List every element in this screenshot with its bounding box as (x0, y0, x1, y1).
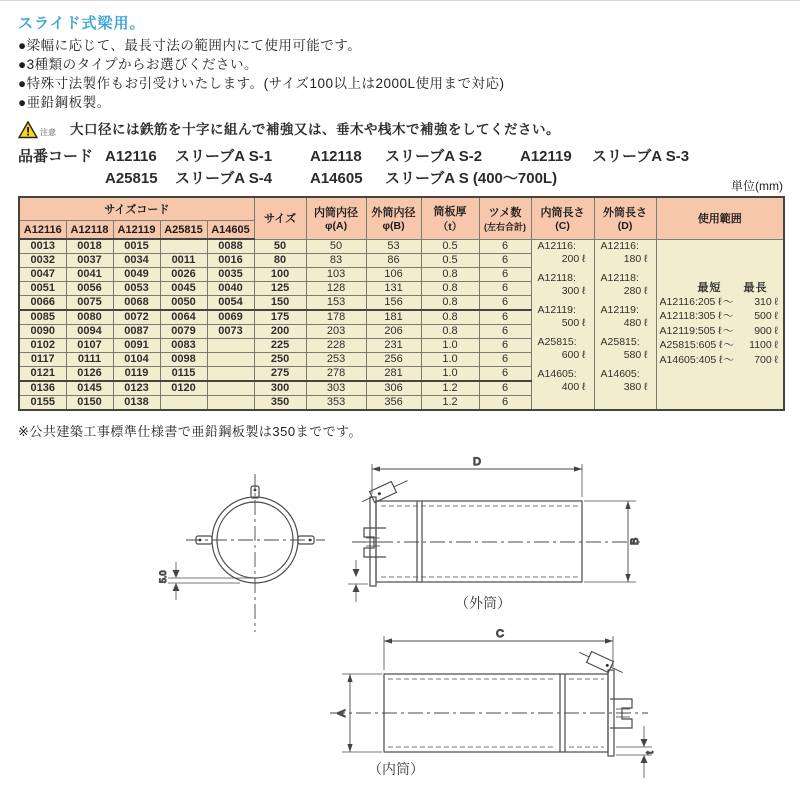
size-cell: 125 (254, 282, 306, 296)
part-code: A25815 (105, 170, 158, 187)
inner-tube-label: （内筒） (368, 761, 424, 777)
size-cell: 275 (254, 367, 306, 382)
part-code-block (18, 146, 689, 190)
part-code: A14605 (310, 170, 363, 187)
col-header-code: A25815 (160, 221, 207, 240)
size-code-cell: 0126 (66, 367, 113, 382)
caution-text: 大口径には鉄筋を十字に組んで補強又は、垂木や桟木で補強をしてください。 (70, 122, 560, 137)
size-code-cell: 0104 (113, 353, 160, 367)
col-header-thickness: 筒板厚 （t） (421, 197, 479, 239)
col-header-outer-dia: 外筒内径 φ(B) (366, 197, 421, 239)
size-code-cell: 0080 (66, 310, 113, 325)
size-code-cell: 0034 (113, 254, 160, 268)
inner-tube-view (330, 628, 656, 778)
size-cell: 100 (254, 268, 306, 282)
tab-count-cell: 6 (479, 339, 531, 353)
size-code-cell: 0123 (113, 381, 160, 396)
inner-length-cell: A12116: 200 ℓ A12118: 300 ℓ A12119: 500 ℓ A25815: 600 ℓ A14605: 400 ℓ (531, 239, 594, 410)
size-code-cell: 0075 (66, 296, 113, 311)
caution-note (18, 118, 560, 139)
size-code-cell: 0050 (160, 296, 207, 311)
size-code-cell: 0015 (113, 239, 160, 254)
spec-table (18, 196, 785, 411)
size-cell: 200 (254, 325, 306, 339)
tab-count-cell: 6 (479, 239, 531, 254)
size-code-cell: 0069 (207, 310, 254, 325)
size-cell: 50 (254, 239, 306, 254)
size-code-cell: 0066 (19, 296, 66, 311)
size-code-cell: 0032 (19, 254, 66, 268)
outer-dia-cell: 281 (366, 367, 421, 382)
tab-count-cell: 6 (479, 310, 531, 325)
size-code-cell (207, 381, 254, 396)
tab-count-cell: 6 (479, 381, 531, 396)
thickness-cell: 0.8 (421, 310, 479, 325)
tab-count-cell: 6 (479, 325, 531, 339)
tab-count-cell: 6 (479, 396, 531, 411)
tab-count-cell: 6 (479, 296, 531, 311)
size-code-cell: 0035 (207, 268, 254, 282)
tab-count-cell: 6 (479, 268, 531, 282)
dim-a-label: A (336, 709, 348, 717)
size-code-cell: 0049 (113, 268, 160, 282)
outer-dia-cell: 356 (366, 396, 421, 411)
thickness-cell: 0.8 (421, 325, 479, 339)
gap-dimension-label: 5.0 (158, 570, 168, 583)
part-code: A12118 (310, 148, 362, 165)
size-code-cell: 0051 (19, 282, 66, 296)
size-code-cell: 0115 (160, 367, 207, 382)
size-code-cell: 0040 (207, 282, 254, 296)
size-code-cell: 0117 (19, 353, 66, 367)
size-code-cell: 0107 (66, 339, 113, 353)
page-title: スライド式梁用。 (18, 15, 146, 32)
size-cell: 225 (254, 339, 306, 353)
size-code-cell (160, 396, 207, 411)
size-code-cell: 0072 (113, 310, 160, 325)
inner-dia-cell: 50 (306, 239, 366, 254)
outer-length-cell: A12116: 180 ℓ A12118: 280 ℓ A12119: 480 ℓ A25815: 580 ℓ A14605: 380 ℓ (594, 239, 656, 410)
table-body (19, 239, 784, 410)
outer-dia-cell: 231 (366, 339, 421, 353)
usage-range-line: A12116:205 ℓ ～ 310 ℓ (659, 295, 779, 308)
size-code-cell: 0073 (207, 325, 254, 339)
size-code-cell: 0037 (66, 254, 113, 268)
size-code-cell: 0155 (19, 396, 66, 411)
size-code-cell: 0011 (160, 254, 207, 268)
usage-range-line: A12118:305 ℓ ～ 500 ℓ (659, 310, 779, 322)
part-code: A12116 (105, 148, 157, 165)
col-header-code: A12118 (66, 221, 113, 240)
size-code-cell: 0054 (207, 296, 254, 311)
size-code-cell: 0083 (160, 339, 207, 353)
part-name: スリーブA S-2 (385, 148, 483, 165)
inner-dia-cell: 103 (306, 268, 366, 282)
part-code: A12119 (520, 148, 572, 165)
size-code-cell: 0068 (113, 296, 160, 311)
inner-dia-cell: 253 (306, 353, 366, 367)
thickness-cell: 0.8 (421, 282, 479, 296)
size-code-cell: 0064 (160, 310, 207, 325)
unit-label: 単位(mm) (731, 179, 783, 193)
part-code-label: 品番コード (18, 148, 94, 165)
inner-tube-clip (610, 699, 632, 728)
col-header-size-code: サイズコード (19, 197, 254, 221)
inner-dia-cell: 303 (306, 381, 366, 396)
size-code-cell: 0088 (207, 239, 254, 254)
size-code-cell: 0047 (19, 268, 66, 282)
part-name: スリーブA S-3 (592, 148, 690, 165)
thickness-cell: 1.0 (421, 353, 479, 367)
inner-tube-tab (577, 647, 626, 678)
thickness-cell: 1.2 (421, 396, 479, 411)
thickness-cell: 0.8 (421, 296, 479, 311)
size-code-cell: 0120 (160, 381, 207, 396)
outer-dia-cell: 306 (366, 381, 421, 396)
size-cell: 80 (254, 254, 306, 268)
outer-tube-clip (364, 528, 386, 557)
caution-label: 注意 (40, 128, 56, 137)
size-code-cell: 0102 (19, 339, 66, 353)
size-code-cell: 0150 (66, 396, 113, 411)
size-code-cell: 0013 (19, 239, 66, 254)
outer-dia-cell: 131 (366, 282, 421, 296)
thickness-cell: 0.5 (421, 239, 479, 254)
size-code-cell: 0045 (160, 282, 207, 296)
front-view (158, 474, 325, 632)
size-code-cell: 0121 (19, 367, 66, 382)
col-header-outer-length: 外筒長さ (D) (594, 197, 656, 239)
col-header-code: A12116 (19, 221, 66, 240)
bullet-item: ●特殊寸法製作もお引受けいたします。(サイズ100以上は2000L使用まで対応) (18, 76, 505, 91)
size-code-cell: 0026 (160, 268, 207, 282)
inner-dia-cell: 278 (306, 367, 366, 382)
warning-triangle-icon (18, 121, 38, 139)
outer-dia-cell: 181 (366, 310, 421, 325)
size-code-cell (207, 396, 254, 411)
size-code-cell (207, 353, 254, 367)
inner-dia-cell: 228 (306, 339, 366, 353)
thickness-cell: 1.0 (421, 367, 479, 382)
size-code-cell: 0056 (66, 282, 113, 296)
tab-count-cell: 6 (479, 353, 531, 367)
part-name: スリーブA S-1 (175, 148, 273, 165)
size-cell: 150 (254, 296, 306, 311)
thickness-cell: 1.2 (421, 381, 479, 396)
thickness-cell: 0.8 (421, 268, 479, 282)
size-code-cell (160, 239, 207, 254)
size-code-cell: 0053 (113, 282, 160, 296)
footnote: ※公共建築工事標準仕様書で亜鉛鋼板製は350までです。 (18, 424, 363, 439)
size-cell: 300 (254, 381, 306, 396)
col-header-code: A14605 (207, 221, 254, 240)
usage-range-line: A14605:405 ℓ ～ 700 ℓ (659, 353, 779, 366)
inner-dia-cell: 83 (306, 254, 366, 268)
dim-b-label: B (629, 537, 641, 545)
table-header (19, 197, 784, 239)
usage-range-cell: 最短 最長 A12116:205 ℓ ～ 310 ℓ A12118:305 ℓ ～ 500 ℓ A12119:505 ℓ ～ 900 ℓ A25815:605 ℓ ～ 1100 ℓ A14605:405 ℓ ～ 700 ℓ (656, 239, 784, 410)
outer-dia-cell: 53 (366, 239, 421, 254)
outer-tube-view (348, 456, 641, 611)
part-name: スリーブA S-4 (175, 170, 273, 187)
inner-dia-cell: 153 (306, 296, 366, 311)
feature-list (18, 36, 505, 112)
thickness-cell: 1.0 (421, 339, 479, 353)
usage-range-line: A12119:505 ℓ ～ 900 ℓ (659, 324, 779, 337)
size-code-cell: 0041 (66, 268, 113, 282)
part-code-line (18, 168, 689, 190)
size-code-cell (207, 339, 254, 353)
outer-dia-cell: 86 (366, 254, 421, 268)
size-code-cell: 0087 (113, 325, 160, 339)
outer-dia-cell: 106 (366, 268, 421, 282)
bullet-item: ●梁幅に応じて、最長寸法の範囲内にて使用可能です。 (18, 38, 362, 53)
bullet-item: ●亜鉛鋼板製。 (18, 95, 111, 110)
page-top-rule (0, 0, 800, 1)
inner-dia-cell: 203 (306, 325, 366, 339)
outer-dia-cell: 156 (366, 296, 421, 311)
size-code-cell: 0085 (19, 310, 66, 325)
inner-dia-cell: 128 (306, 282, 366, 296)
size-code-cell: 0091 (113, 339, 160, 353)
col-header-inner-length: 内筒長さ (C) (531, 197, 594, 239)
tab-count-cell: 6 (479, 367, 531, 382)
size-code-cell: 0098 (160, 353, 207, 367)
size-code-cell: 0018 (66, 239, 113, 254)
size-code-cell: 0145 (66, 381, 113, 396)
size-code-cell: 0090 (19, 325, 66, 339)
col-header-range: 使用範囲 (656, 197, 784, 239)
size-code-cell: 0016 (207, 254, 254, 268)
tab-count-cell: 6 (479, 254, 531, 268)
tab-count-cell: 6 (479, 282, 531, 296)
size-code-cell: 0119 (113, 367, 160, 382)
col-header-code: A12119 (113, 221, 160, 240)
size-code-cell: 0111 (66, 353, 113, 367)
col-header-inner-dia: 内筒内径 φ(A) (306, 197, 366, 239)
table-row (19, 239, 784, 254)
technical-drawings (0, 452, 800, 800)
size-cell: 350 (254, 396, 306, 411)
size-cell: 175 (254, 310, 306, 325)
size-code-cell (207, 367, 254, 382)
bullet-item: ●3種類のタイプからお選びください。 (18, 57, 258, 72)
outer-tube-label: （外筒） (455, 595, 511, 611)
size-cell: 250 (254, 353, 306, 367)
outer-tube-tab (360, 475, 410, 507)
part-code-line (18, 146, 689, 168)
size-code-cell: 0136 (19, 381, 66, 396)
usage-range-line: A25815:605 ℓ ～ 1100 ℓ (659, 339, 779, 351)
dim-c-label: C (496, 628, 504, 640)
col-header-size: サイズ (254, 197, 306, 239)
part-name: スリーブA S (400～700L) (385, 170, 558, 187)
inner-dia-cell: 353 (306, 396, 366, 411)
dim-d-label: D (473, 456, 481, 468)
inner-dia-cell: 178 (306, 310, 366, 325)
col-header-tabs: ツメ数 (左右合計) (479, 197, 531, 239)
outer-dia-cell: 206 (366, 325, 421, 339)
thickness-cell: 0.5 (421, 254, 479, 268)
size-code-cell: 0138 (113, 396, 160, 411)
size-code-cell: 0079 (160, 325, 207, 339)
outer-dia-cell: 256 (366, 353, 421, 367)
size-code-cell: 0094 (66, 325, 113, 339)
dim-t-label: t (645, 751, 656, 754)
